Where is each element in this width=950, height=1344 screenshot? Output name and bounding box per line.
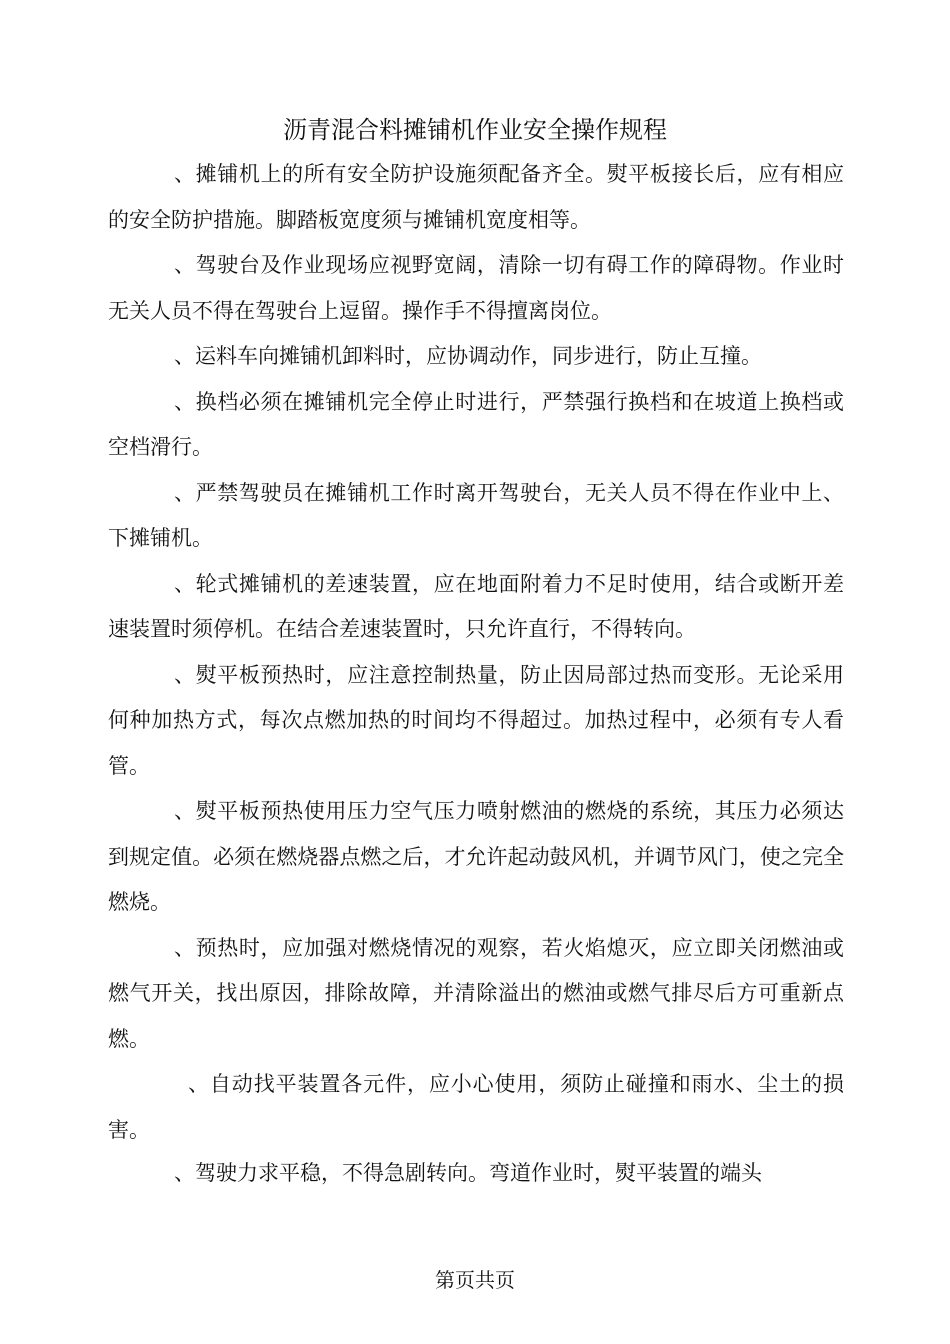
paragraph-7: 、熨平板预热时，应注意控制热量，防止因局部过热而变形。无论采用何种加热方式，每次点燃加热的时间均不得超过。加热过程中，必须有专人看管。 bbox=[108, 662, 844, 778]
paragraph-6: 、轮式摊铺机的差速装置，应在地面附着力不足时使用，结合或断开差速装置时须停机。在结合差速装置时，只允许直行，不得转向。 bbox=[108, 571, 844, 641]
paragraph-2: 、驾驶台及作业现场应视野宽阔，清除一切有碍工作的障碍物。作业时无关人员不得在驾驶台上逗留。操作手不得擅离岗位。 bbox=[108, 253, 844, 323]
paragraph-9: 、预热时，应加强对燃烧情况的观察，若火焰熄灭，应立即关闭燃油或燃气开关，找出原因，排除故障，并清除溢出的燃油或燃气排尽后方可重新点燃。 bbox=[108, 935, 844, 1051]
paragraph-4: 、换档必须在摊铺机完全停止时进行，严禁强行换档和在坡道上换档或空档滑行。 bbox=[108, 389, 844, 459]
paragraph-10: 、自动找平装置各元件，应小心使用，须防止碰撞和雨水、尘土的损害。 bbox=[108, 1072, 844, 1142]
page-footer: 第页共页 bbox=[435, 1268, 515, 1292]
paragraph-1: 、摊铺机上的所有安全防护设施须配备齐全。熨平板接长后，应有相应的安全防护措施。脚踏板宽度须与摊铺机宽度相等。 bbox=[108, 162, 844, 232]
document-title: 沥青混合料摊铺机作业安全操作规程 bbox=[283, 116, 667, 144]
paragraph-8: 、熨平板预热使用压力空气压力喷射燃油的燃烧的系统，其压力必须达到规定值。必须在燃烧器点燃之后，才允许起动鼓风机，并调节风门，使之完全燃烧。 bbox=[108, 799, 844, 914]
paragraph-5: 、严禁驾驶员在摊铺机工作时离开驾驶台，无关人员不得在作业中上、下摊铺机。 bbox=[108, 480, 844, 550]
paragraph-11: 、驾驶力求平稳，不得急剧转向。弯道作业时，熨平装置的端头 bbox=[174, 1161, 762, 1185]
document-body bbox=[108, 152, 844, 1189]
paragraph-3: 、运料车向摊铺机卸料时，应协调动作，同步进行，防止互撞。 bbox=[174, 344, 762, 368]
